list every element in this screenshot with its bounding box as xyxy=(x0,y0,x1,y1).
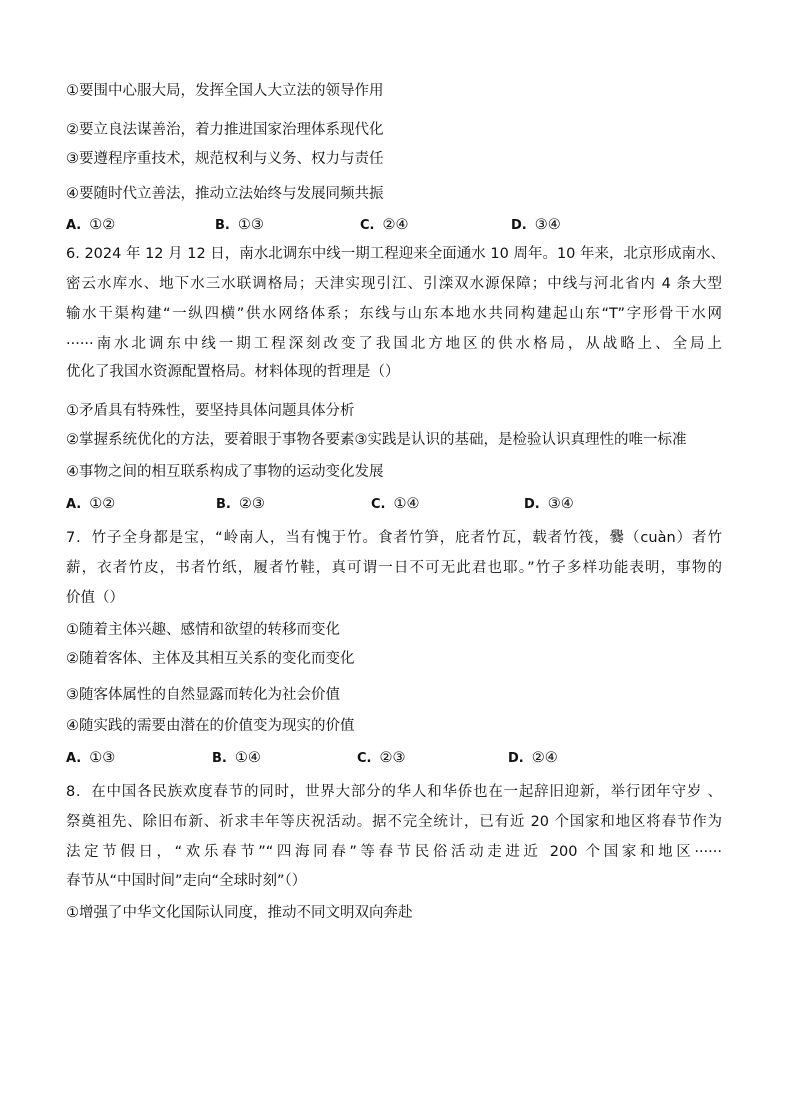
q5-statement-4: ④要随时代立善法，推动立法始终与发展同频共振 xyxy=(66,186,384,202)
q7-stem-line-3: 价值（） xyxy=(66,590,124,606)
q6-stem-line-4: ······南水北调东中线一期工程深刻改变了我国北方地区的供水格局，从战略上、全局上 xyxy=(66,336,722,352)
q7-option-a[interactable]: A. ①③ xyxy=(66,750,116,766)
q7-option-d[interactable]: D. ②④ xyxy=(508,750,558,766)
q6-option-b[interactable]: B. ②③ xyxy=(216,496,265,512)
q6-stem-line-5: 优化了我国水资源配置格局。材料体现的哲理是（） xyxy=(66,364,400,380)
q7-statement-3: ③随客体属性的自然显露而转化为社会价值 xyxy=(66,687,340,703)
q5-option-a[interactable]: A. ①② xyxy=(66,217,116,233)
q6-option-a[interactable]: A. ①② xyxy=(66,496,116,512)
q8-stem-line-2: 祭奠祖先、除旧布新、祈求丰年等庆祝活动。据不完全统计，已有近 20 个国家和地区将春节作为 xyxy=(66,814,722,830)
q7-options xyxy=(66,748,726,768)
q6-stem-line-2: 密云水库水、地下水三水联调格局；天津实现引江、引滦双水源保障；中线与河北省内 4 条大型 xyxy=(66,276,722,292)
q6-option-d[interactable]: D. ③④ xyxy=(524,496,574,512)
q6-statement-1: ①矛盾具有特殊性，要坚持具体问题具体分析 xyxy=(66,403,355,419)
q6-options xyxy=(66,494,726,514)
q6-stem-line-3: 输水干渠构建“一纵四横”供水网络体系；东线与山东本地水共同构建起山东“T”字形骨干水网 xyxy=(66,306,722,322)
q8-stem-line-1: 8．在中国各民族欢度春节的同时，世界大部分的华人和华侨也在一起辞旧迎新，举行团年守岁 、 xyxy=(66,784,722,800)
q7-stem-line-2: 薪，衣者竹皮，书者竹纸，履者竹鞋，真可谓一日不可无此君也耶。”竹子多样功能表明，事物的 xyxy=(66,560,722,576)
q6-stem-line-1: 6. 2024 年 12 月 12 日，南水北调东中线一期工程迎来全面通水 10 周年。10 年来，北京形成南水、 xyxy=(66,246,726,262)
q5-options xyxy=(66,215,726,235)
q7-option-c[interactable]: C. ②③ xyxy=(357,750,406,766)
q5-statement-1: ①要围中心服大局，发挥全国人大立法的领导作用 xyxy=(66,83,384,99)
q6-statement-4: ④事物之间的相互联系构成了事物的运动变化发展 xyxy=(66,464,384,480)
q6-option-c[interactable]: C. ①④ xyxy=(371,496,420,512)
q8-statement-1: ①增强了中华文化国际认同度，推动不同文明双向奔赴 xyxy=(66,905,413,921)
q7-option-b[interactable]: B. ①④ xyxy=(212,750,261,766)
q7-stem-line-1: 7．竹子全身都是宝，“岭南人，当有愧于竹。食者竹笋，庇者竹瓦，载者竹筏，爨（cuàn）者竹 xyxy=(66,530,722,546)
q5-option-b[interactable]: B. ①③ xyxy=(215,217,264,233)
q8-stem-line-3: 法定节假日，“欢乐春节”“四海同春”等春节民俗活动走进近 200 个国家和地区······ xyxy=(66,844,722,860)
q7-statement-4: ④随实践的需要由潜在的价值变为现实的价值 xyxy=(66,718,355,734)
q8-stem-line-4: 春节从“中国时间”走向“全球时刻”（） xyxy=(66,873,307,889)
q5-option-c[interactable]: C. ②④ xyxy=(360,217,409,233)
q7-statement-1: ①随着主体兴趣、感情和欲望的转移而变化 xyxy=(66,622,340,638)
q5-statement-3: ③要遵程序重技术，规范权利与义务、权力与责任 xyxy=(66,151,384,167)
q5-statement-2: ②要立良法谋善治，着力推进国家治理体系现代化 xyxy=(66,122,384,138)
q6-statement-2-3: ②掌握系统优化的方法，要着眼于事物各要素③实践是认识的基础，是检验认识真理性的唯一标准 xyxy=(66,432,687,448)
q7-statement-2: ②随着客体、主体及其相互关系的变化而变化 xyxy=(66,651,355,667)
q5-option-d[interactable]: D. ③④ xyxy=(511,217,561,233)
